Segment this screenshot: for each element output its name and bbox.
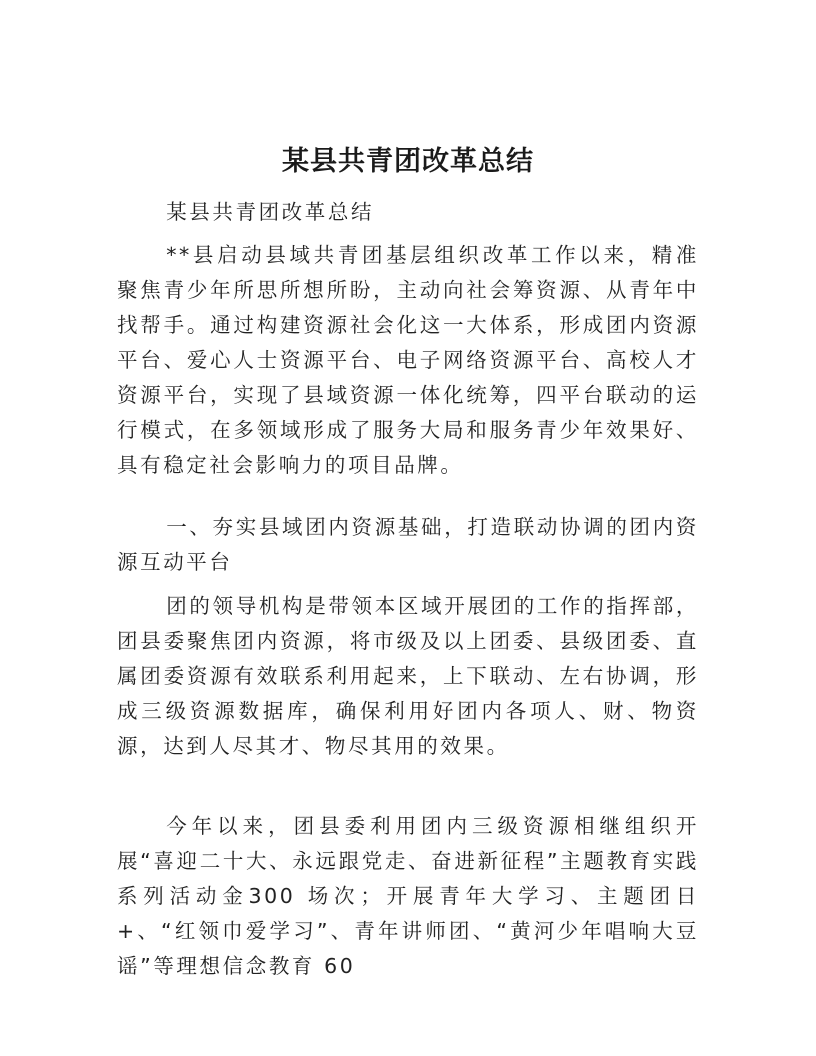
body-paragraph-2: 今年以来，团县委利用团内三级资源相继组织开展“喜迎二十大、永远跟党走、奋进新征程”主题教育实践系列活动金300 场次；开展青年大学习、主题团日+、“红领巾爱学习”、青年讲师团、“黄河少年唱响大豆谣”等理想信念教育 60: [117, 814, 699, 978]
intro-paragraph: **县启动县域共青团基层组织改革工作以来，精准聚焦青少年所思所想所盼，主动向社会筹资源、从青年中找帮手。通过构建资源社会化这一大体系，形成团内资源平台、爱心人士资源平台、电子网络资源平台、高校人才资源平台，实现了县域资源一体化统筹，四平台联动的运行模式，在多领域形成了服务大局和服务青少年效果好、具有稳定社会影响力的项目品牌。: [117, 243, 699, 477]
document-subtitle-paragraph: 某县共青团改革总结: [166, 200, 375, 224]
body-paragraph-1: 团的领导机构是带领本区域开展团的工作的指挥部，团县委聚焦团内资源，将市级及以上团委、县级团委、直属团委资源有效联系利用起来，上下联动、左右协调，形成三级资源数据库，确保利用好团内各项人、财、物资源，达到人尽其才、物尽其用的效果。: [117, 594, 699, 758]
section-heading-1: 一、夯实县域团内资源基础，打造联动协调的团内资源互动平台: [117, 515, 699, 574]
document-title: 某县共青团改革总结: [282, 146, 534, 177]
